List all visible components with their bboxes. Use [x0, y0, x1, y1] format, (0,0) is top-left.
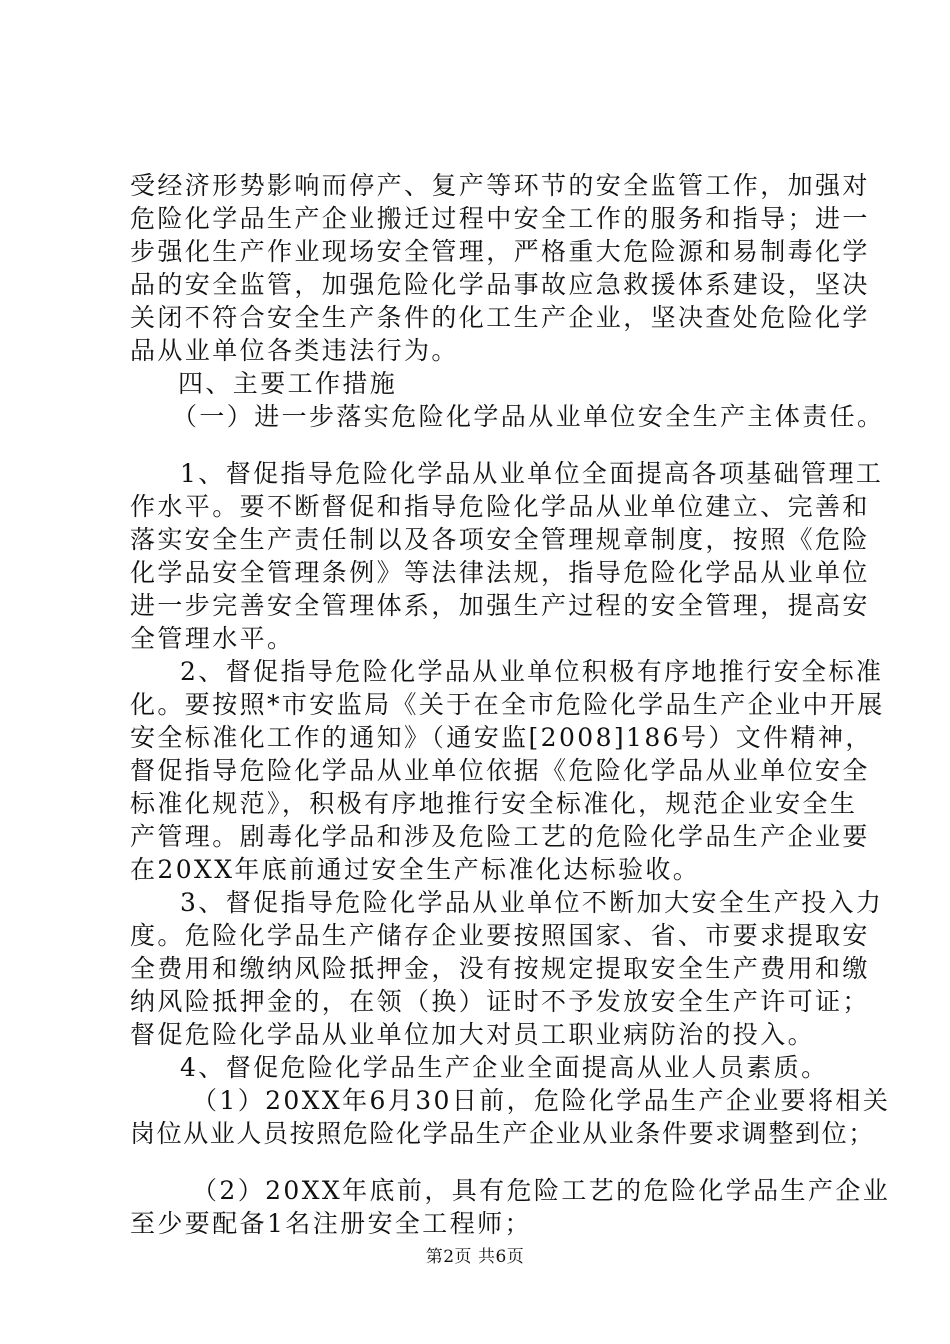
text-line: 落实安全生产责任制以及各项安全管理规章制度，按照《危险: [130, 525, 870, 554]
text-line: 危险化学品生产企业搬迁过程中安全工作的服务和指导；进一: [130, 204, 870, 233]
text-line: 品从业单位各类违法行为。: [130, 336, 459, 365]
text-line: 品的安全监管，加强危险化学品事故应急救援体系建设，坚决: [130, 270, 870, 299]
text-line: 作水平。要不断督促和指导危险化学品从业单位建立、完善和: [130, 492, 870, 521]
text-line: 岗位从业人员按照危险化学品生产企业从业条件要求调整到位；: [130, 1119, 875, 1148]
text-line: 关闭不符合安全生产条件的化工生产企业，坚决查处危险化学: [130, 303, 870, 332]
text-line: 进一步完善安全管理体系，加强生产过程的安全管理，提高安: [130, 591, 870, 620]
subsection-heading: （一）进一步落实危险化学品从业单位安全生产主体责任。: [172, 402, 885, 431]
text-line: 产管理。剧毒化学品和涉及危险工艺的危险化学品生产企业要: [130, 822, 870, 851]
text-line: 全费用和缴纳风险抵押金，没有按规定提取安全生产费用和缴: [130, 954, 870, 983]
text-line: 标准化规范》，积极有序地推行安全标准化，规范企业安全生: [130, 789, 858, 818]
text-line: 3、督促指导危险化学品从业单位不断加大安全生产投入力: [180, 888, 884, 917]
text-line: 步强化生产作业现场安全管理，严格重大危险源和易制毒化学: [130, 237, 870, 266]
text-line: 化学品安全管理条例》等法律法规，指导危险化学品从业单位: [130, 558, 870, 587]
text-line: 在20XX年底前通过安全生产标准化达标验收。: [130, 855, 701, 884]
text-line: 1、督促指导危险化学品从业单位全面提高各项基础管理工: [180, 459, 884, 488]
text-line: 至少要配备1名注册安全工程师；: [130, 1209, 532, 1238]
text-line: 4、督促危险化学品生产企业全面提高从业人员素质。: [180, 1053, 829, 1082]
text-line: 督促指导危险化学品从业单位依据《危险化学品从业单位安全: [130, 756, 870, 785]
page-number-footer: 第2页 共6页: [425, 1247, 525, 1267]
text-line: 纳风险抵押金的，在领（换）证时不予发放安全生产许可证；: [130, 987, 870, 1016]
text-line: 安全标准化工作的通知》（通安监[2008]186号）文件精神，: [130, 723, 873, 752]
text-line: 全管理水平。: [130, 624, 295, 653]
text-line: （2）20XX年底前，具有危险工艺的危险化学品生产企业: [192, 1176, 891, 1205]
text-line: 督促危险化学品从业单位加大对员工职业病防治的投入。: [130, 1020, 816, 1049]
text-line: 2、督促指导危险化学品从业单位积极有序地推行安全标准: [180, 657, 884, 686]
text-line: 度。危险化学品生产储存企业要按照国家、省、市要求提取安: [130, 921, 870, 950]
text-line: （1）20XX年6月30日前，危险化学品生产企业要将相关: [192, 1086, 891, 1115]
text-line: 化。要按照*市安监局《关于在全市危险化学品生产企业中开展: [130, 690, 885, 719]
text-line: 受经济形势影响而停产、复产等环节的安全监管工作，加强对: [130, 171, 870, 200]
section-heading: 四、主要工作措施: [178, 369, 398, 398]
